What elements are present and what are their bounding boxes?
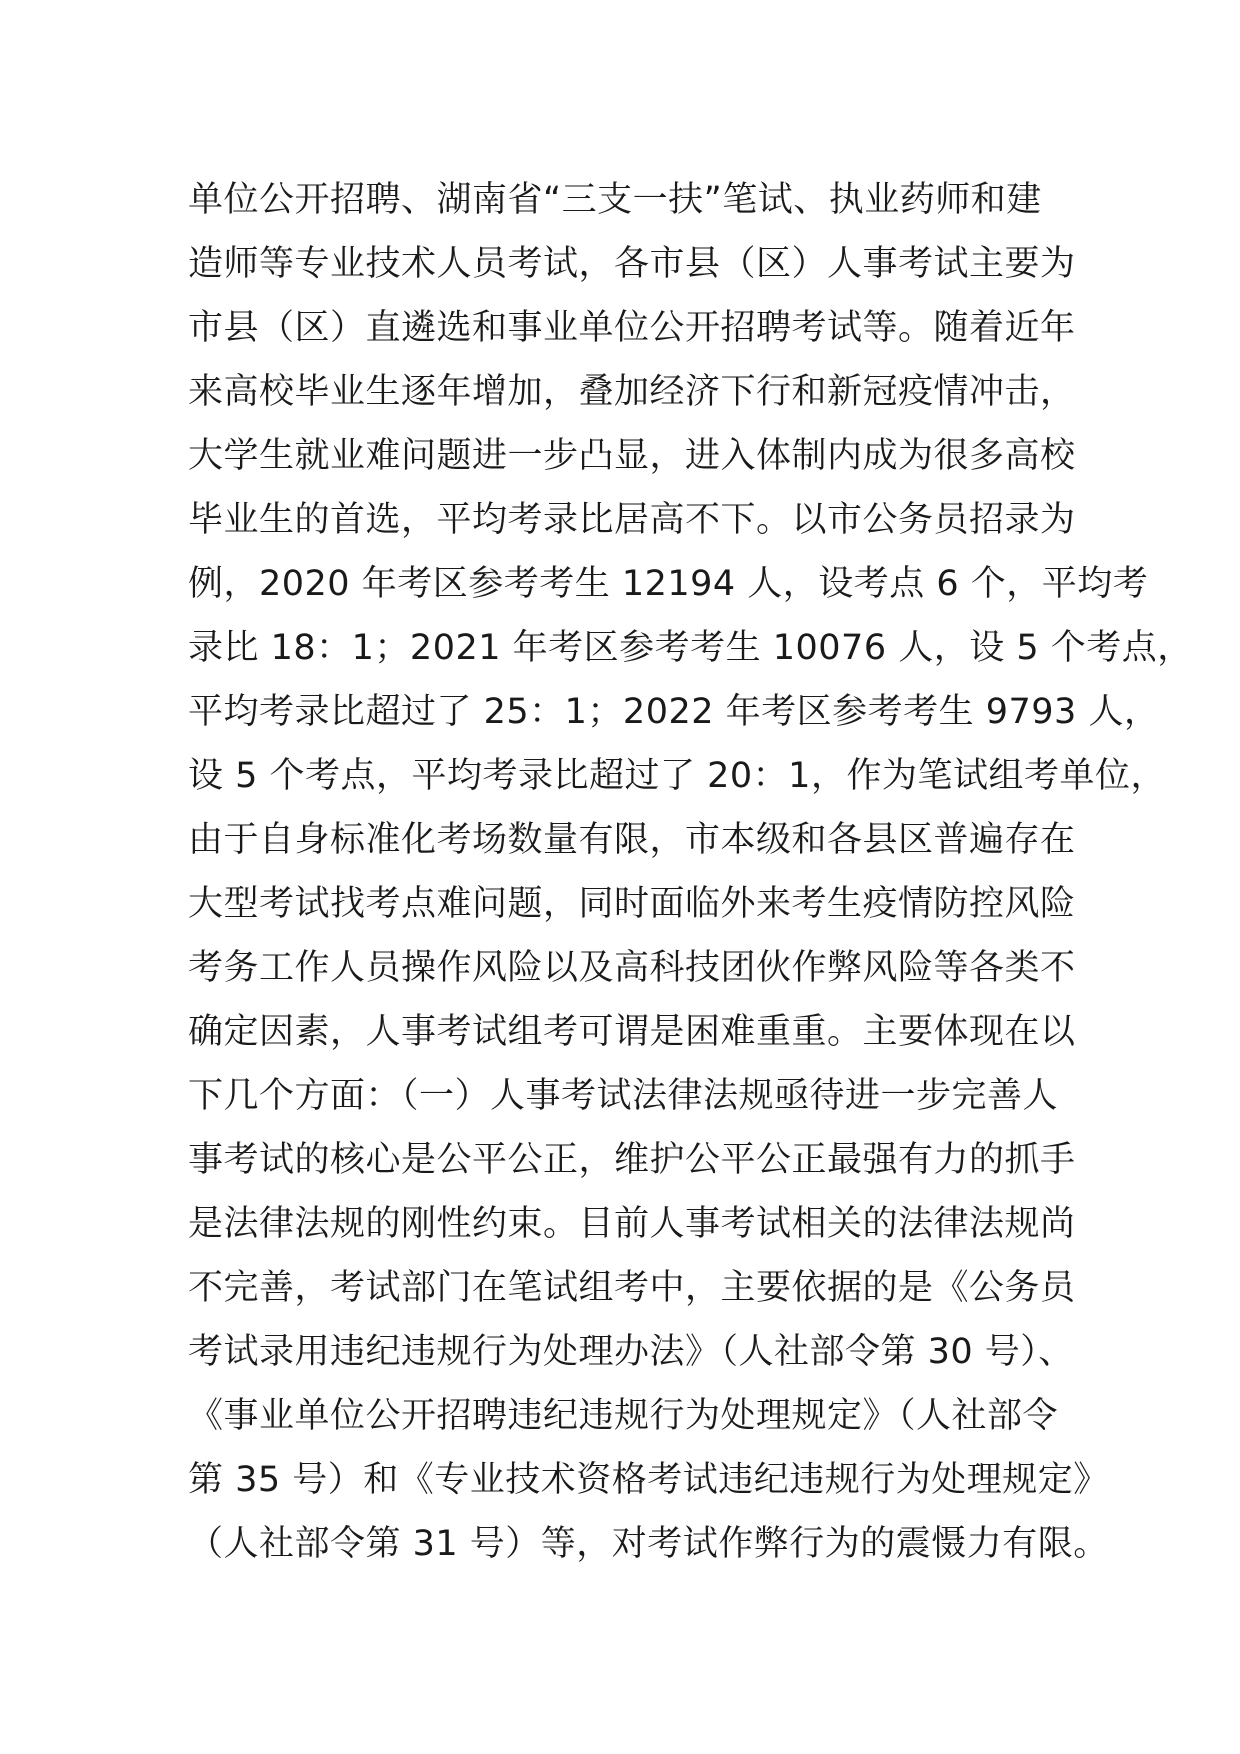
text-line: 考务工作人员操作风险以及高科技团伙作弊风险等各类不 <box>188 948 1076 988</box>
text-line: 不完善，考试部门在笔试组考中，主要依据的是《公务员 <box>188 1268 1076 1308</box>
text-line: 大学生就业难问题进一步凸显，进入体制内成为很多高校 <box>188 436 1076 476</box>
text-line: 考试录用违纪违规行为处理办法》（人社部令第 30 号）、 <box>188 1332 1074 1372</box>
text-line: （人社部令第 31 号）等，对考试作弊行为的震慑力有限。 <box>188 1524 1109 1564</box>
text-line: 平均考录比超过了 25：1；2022 年考区参考考生 9793 人， <box>188 692 1160 732</box>
text-line: 是法律法规的刚性约束。目前人事考试相关的法律法规尚 <box>188 1204 1076 1244</box>
text-line: 《事业单位公开招聘违纪违规行为处理规定》（人社部令 <box>188 1396 1059 1436</box>
text-line: 造师等专业技术人员考试，各市县（区）人事考试主要为 <box>188 244 1076 284</box>
text-line: 确定因素，人事考试组考可谓是困难重重。主要体现在以 <box>188 1012 1076 1052</box>
text-line: 由于自身标准化考场数量有限，市本级和各县区普遍存在 <box>188 820 1076 860</box>
text-line: 录比 18：1；2021 年考区参考考生 10076 人，设 5 个考点， <box>188 628 1193 668</box>
text-line: 大型考试找考点难问题，同时面临外来考生疫情防控风险 <box>188 884 1076 924</box>
text-line: 毕业生的首选，平均考录比居高不下。以市公务员招录为 <box>188 500 1076 540</box>
text-line: 设 5 个考点，平均考录比超过了 20：1，作为笔试组考单位， <box>188 756 1166 796</box>
text-line: 例，2020 年考区参考考生 12194 人，设考点 6 个，平均考 <box>188 564 1149 604</box>
text-line: 事考试的核心是公平公正，维护公平公正最强有力的抓手 <box>188 1140 1076 1180</box>
body-paragraph <box>188 168 1193 1576</box>
text-line: 单位公开招聘、湖南省“三支一扶”笔试、执业药师和建 <box>188 180 1042 220</box>
text-line: 来高校毕业生逐年增加，叠加经济下行和新冠疫情冲击， <box>188 372 1076 412</box>
text-line: 市县（区）直遴选和事业单位公开招聘考试等。随着近年 <box>188 308 1076 348</box>
text-line: 下几个方面：（一）人事考试法律法规亟待进一步完善人 <box>188 1076 1059 1116</box>
text-line: 第 35 号）和《专业技术资格考试违纪违规行为处理规定》 <box>188 1460 1109 1500</box>
